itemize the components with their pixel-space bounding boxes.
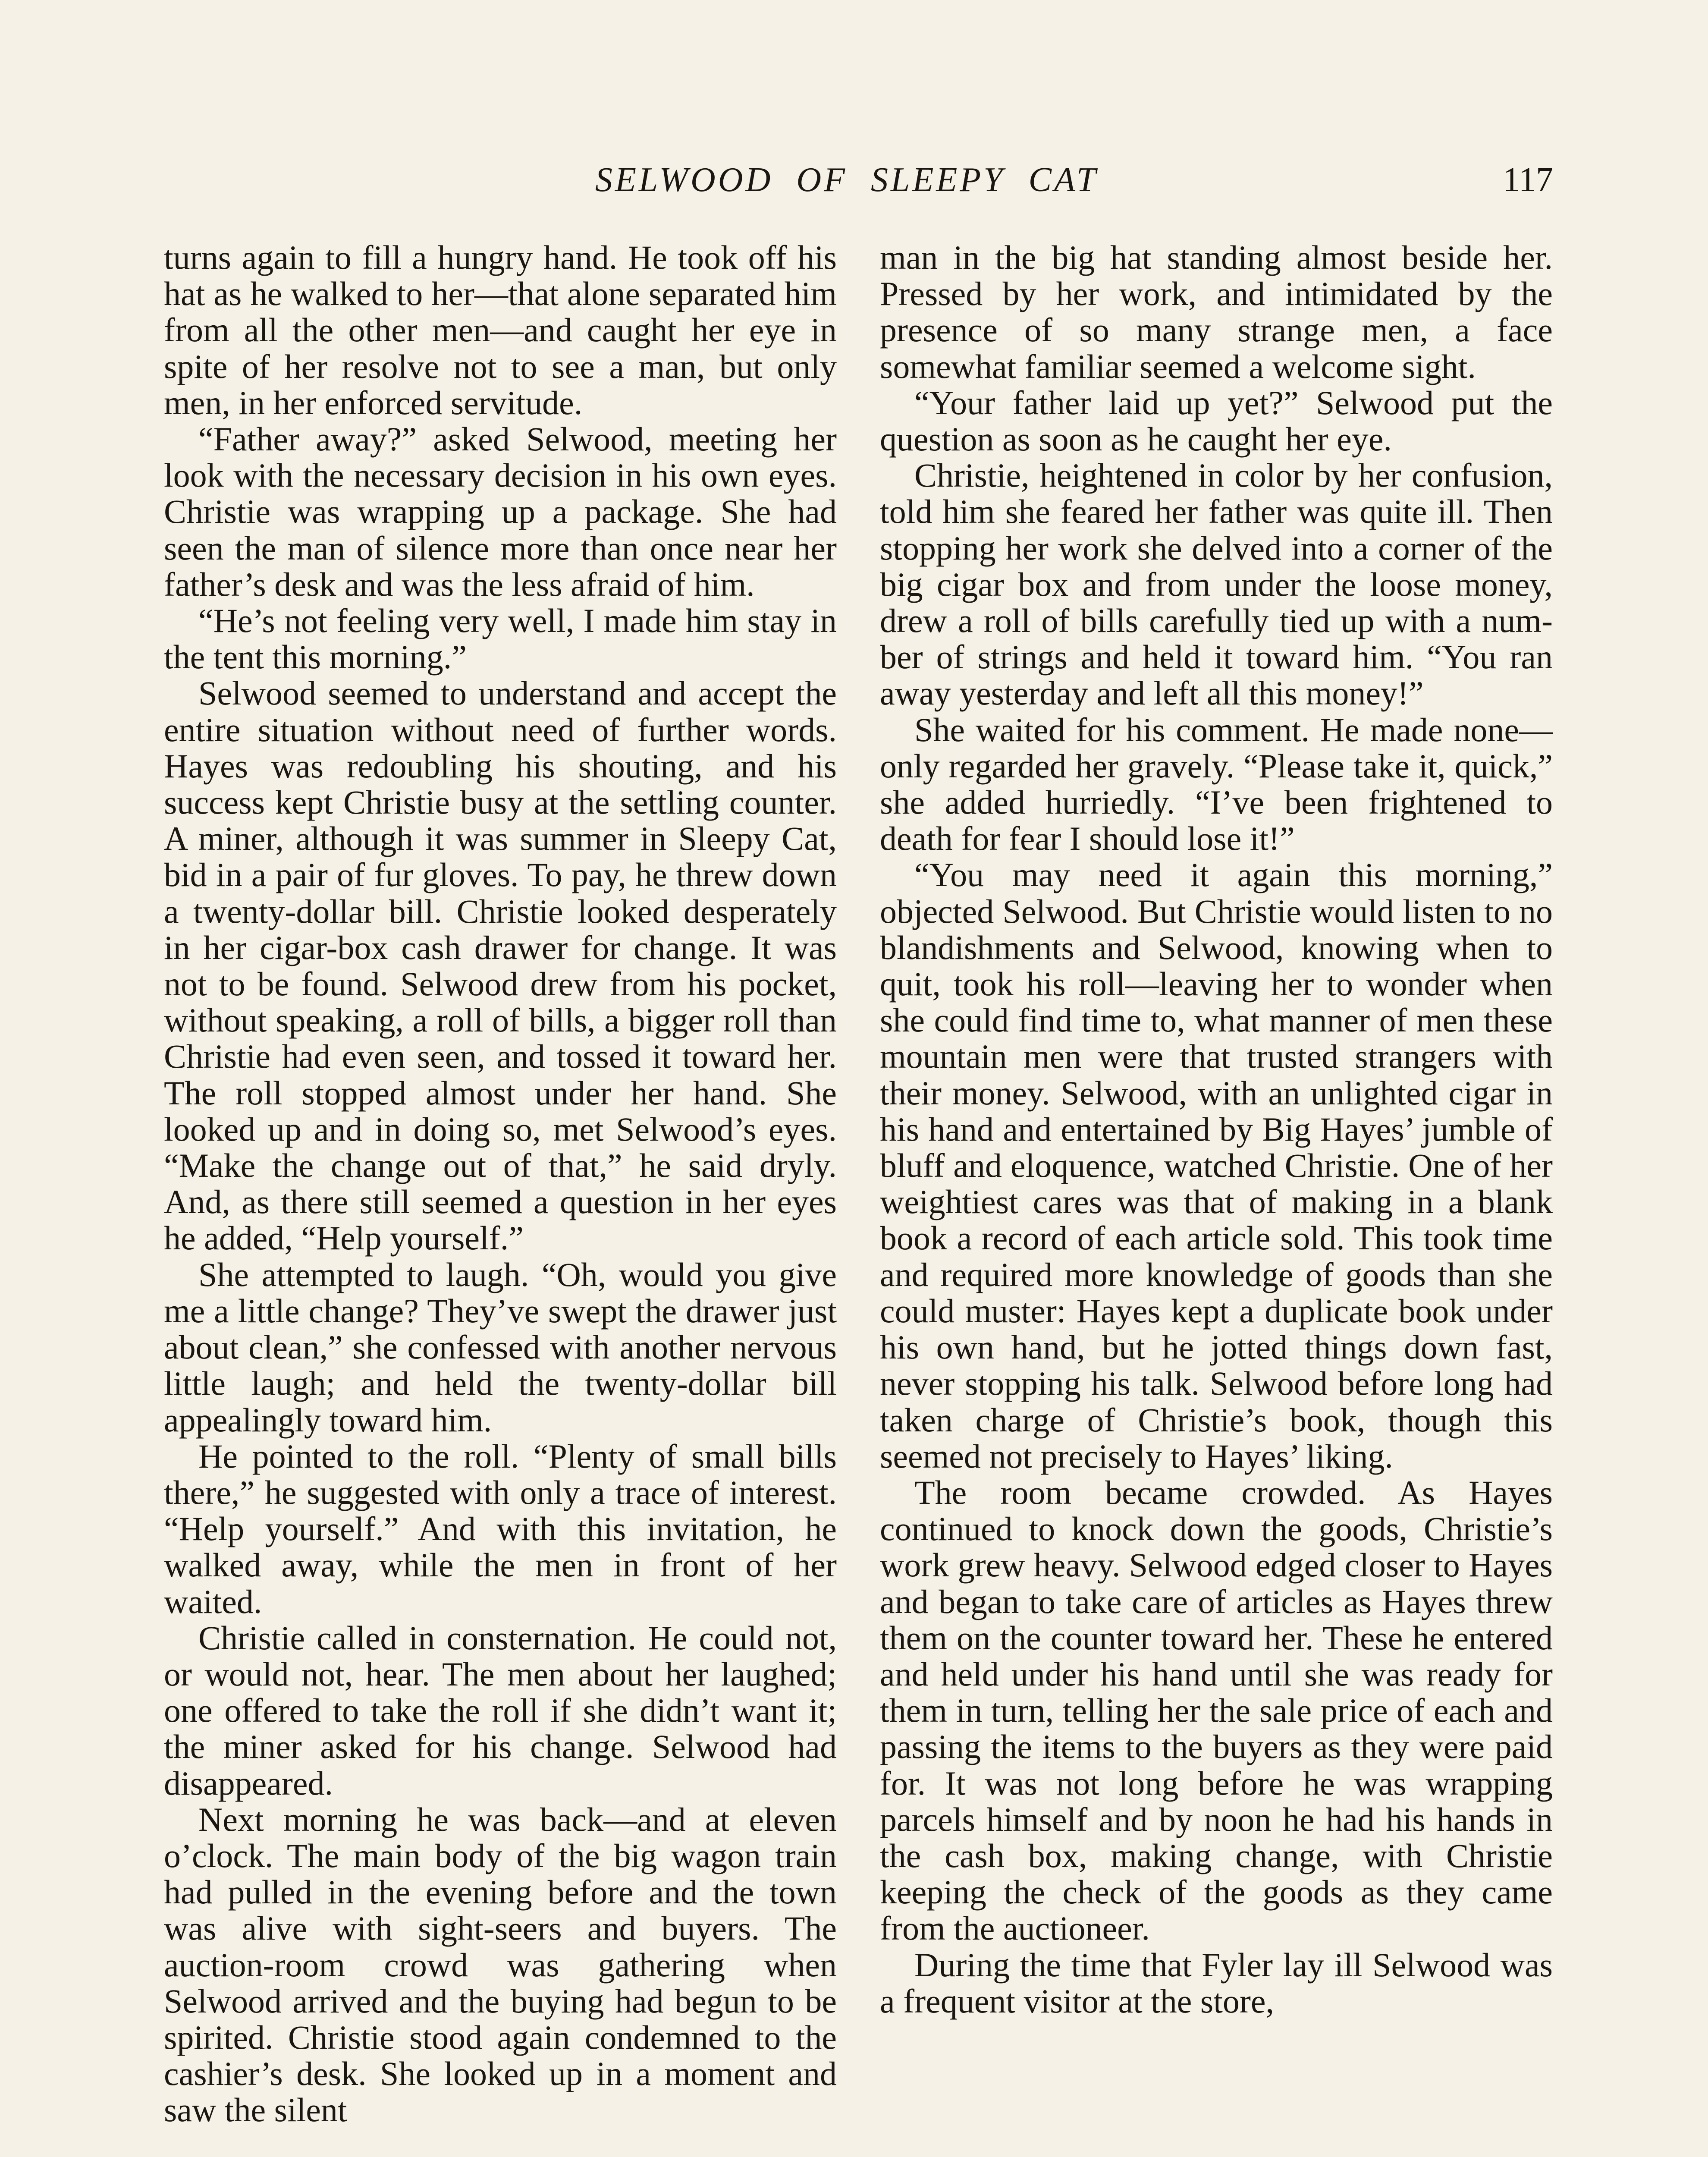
paragraph: “You may need it again this morning,” objected Selwood. But Christie would listen to no blandishments and Selwood, knowing when to quit, took his roll—leaving her to wonder when she could find time to, what manner of men these mountain men were that trusted strangers with their money. Selwood, with an unlighted cigar in his hand and entertained by Big Hayes’ jumble of bluff and eloquence, watched Christie. One of her weightiest cares was that of making in a blank book a record of each article sold. This took time and required more knowledge of goods than she could muster: Hayes kept a duplicate book under his own hand, but he jotted things down fast, never stopping his talk. Selwood before long had taken charge of Christie’s book, though this seemed not precisely to Hayes’ liking. (880, 856, 1553, 1475)
paragraph: “Your father laid up yet?” Selwood put the question as soon as he caught her eye. (880, 384, 1553, 458)
paragraph: She waited for his comment. He made none—only regarded her gravely. “Please take it, quick,” she added hurriedly. “I’ve been frightened to death for fear I should lose it!” (880, 711, 1553, 858)
left-column (164, 239, 837, 2129)
paragraph: Next morning he was back—and at eleven o’clock. The main body of the big wagon train had pulled in the evening before and the town was alive with sight-seers and buyers. The auction-room crowd was gathering when Selwood arrived and the buying had begun to be spirited. Christie stood again condemned to the cashier’s desk. She looked up in a moment and saw the silent (164, 1800, 837, 2129)
paragraph: Selwood seemed to understand and accept the entire situation without need of further words. Hayes was redoubling his shouting, and his success kept Christie busy at the settling counter. A miner, although it was summer in Sleepy Cat, bid in a pair of fur gloves. To pay, he threw down a twenty-dollar bill. Christie looked desperately in her cigar-box cash drawer for change. It was not to be found. Selwood drew from his pocket, without speaking, a roll of bills, a bigger roll than Christie had even seen, and tossed it toward her. The roll stopped almost under her hand. She looked up and in doing so, met Selwood’s eyes. “Make the change out of that,” he said dryly. And, as there still seemed a question in her eyes he added, “Help yourself.” (164, 674, 837, 1257)
paragraph: Christie called in consternation. He could not, or would not, hear. The men about her laughed; one offered to take the roll if she didn’t want it; the miner asked for his change. Selwood had disappeared. (164, 1619, 837, 1802)
page-number: 117 (1503, 161, 1554, 199)
paragraph: She attempted to laugh. “Oh, would you give me a little change? They’ve swept the drawer just about clean,” she confessed with another nervous little laugh; and held the twenty-dollar bill appealingly toward him. (164, 1255, 837, 1439)
page-header (0, 0, 1708, 242)
paragraph: He pointed to the roll. “Plenty of small bills there,” he suggested with only a trace of interest. “Help yourself.” And with this invitation, he walked away, while the men in front of her waited. (164, 1437, 837, 1620)
paragraph: During the time that Fyler lay ill Selwood was a frequent visitor at the store, (880, 1946, 1553, 2020)
paragraph: “He’s not feeling very well, I made him stay in the tent this morning.” (164, 602, 837, 676)
paragraph: Christie, heightened in color by her confusion, told him she feared her father was quite ill. Then stopping her work she delved into a corner of the big cigar box and from under the loose money, drew a roll of bills carefully tied up with a number of strings and held it toward him. “You ran away yesterday and left all this money!” (880, 456, 1553, 712)
paragraph: man in the big hat standing almost beside her. Pressed by her work, and intimidated by the presence of so many strange men, a face somewhat familiar seemed a welcome sight. (880, 239, 1553, 385)
paragraph: The room became crowded. As Hayes continued to knock down the goods, Christie’s work grew heavy. Selwood edged closer to Hayes and began to take care of articles as Hayes threw them on the counter toward her. These he entered and held under his hand until she was ready for them in turn, telling her the sale price of each and passing the items to the buyers as they were paid for. It was not long before he was wrapping parcels himself and by noon he had his hands in the cash box, making change, with Christie keeping the check of the goods as they came from the auctioneer. (880, 1473, 1553, 1947)
paragraph: turns again to fill a hungry hand. He took off his hat as he walked to her—that alone separated him from all the other men—and caught her eye in spite of her resolve not to see a man, but only men, in her enforced servitude. (164, 239, 837, 421)
right-column (880, 239, 1553, 2019)
running-title: SELWOOD OF SLEEPY CAT (595, 161, 1099, 199)
paragraph: “Father away?” asked Selwood, meeting her look with the necessary decision in his own eyes. Christie was wrapping up a package. She had seen the man of silence more than once near her father’s desk and was the less afraid of him. (164, 420, 837, 603)
